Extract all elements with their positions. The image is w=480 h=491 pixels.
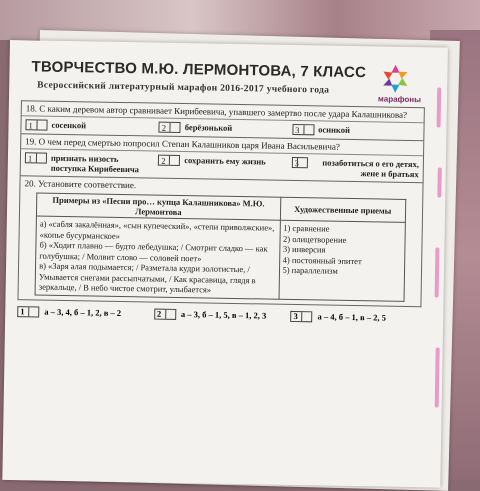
q18-option-2-box[interactable] <box>159 122 181 133</box>
option-number: 1 <box>27 152 33 163</box>
q20-answer-1[interactable] <box>17 306 148 319</box>
option-number: 3 <box>293 310 298 322</box>
examples-header: Примеры из «Песни про… купца Калашникова» М.Ю. Лермонтова <box>37 193 281 220</box>
q20-answer-3-label: а – 4, б – 1, в – 2, 5 <box>317 311 386 323</box>
device-2: 2) олицетворение <box>282 233 347 245</box>
question-20-text: 20. Установите соответствие. <box>24 178 137 191</box>
example-b: б) «Ходит плавно — будто лебедушка; / Смотрит сладко — как голубушка; / Молвит слово — соловей поет» <box>39 239 268 263</box>
device-1: 1) сравнение <box>283 222 330 234</box>
example-a: а) «сабля закалённая», «сын купеческий», «степи приволжские», «копье бусурманское» <box>39 218 275 241</box>
option-number: 3 <box>295 124 300 135</box>
device-3: 3) инверсия <box>282 243 326 255</box>
devices-header: Художественные приемы <box>280 197 406 222</box>
devices-cell <box>279 220 406 301</box>
option-number: 2 <box>161 122 167 133</box>
worksheet-content <box>17 48 426 324</box>
option-number: 1 <box>20 306 25 317</box>
worksheet <box>2 40 448 488</box>
option-number: 3 <box>294 157 299 168</box>
q20-answer-1-box[interactable] <box>17 306 39 317</box>
q19-option-2-label: сохранить ему жизнь <box>184 155 266 167</box>
q19-option-1-box[interactable] <box>25 152 47 163</box>
examples-cell <box>35 216 280 299</box>
q19-option-3-box[interactable] <box>291 157 307 168</box>
q19-option-3-label: позаботиться о его детях, жене и братьях <box>322 157 419 180</box>
question-18-text: 18. С каким деревом автор сравнивает Кирибеевича, упавшего замертво после удара Калашникова? <box>22 101 424 123</box>
option-number: 2 <box>156 308 162 319</box>
q20-answer-2-box[interactable] <box>154 308 176 319</box>
pink-mark <box>435 247 440 297</box>
option-number: 1 <box>28 119 33 130</box>
q18-option-1-label: сосенкой <box>51 119 87 131</box>
q18-option-3-box[interactable] <box>292 124 314 135</box>
question-19 <box>20 134 425 183</box>
logo-label: марафоны <box>377 94 422 105</box>
example-c: в) «Заря алая подымается; / Разметала кудри золотистые, / Умывается снегами рассыпчатыми, / Как красавица, глядя в зеркальце, / В небо чистое смотрит, улыбается» <box>38 260 256 295</box>
option-number: 2 <box>161 155 166 166</box>
q20-answer-3[interactable] <box>290 310 421 323</box>
q20-answer-1-label: а – 3, 4, б – 1, 2, в – 2 <box>44 306 122 318</box>
q18-option-3-label: осинкой <box>318 124 350 135</box>
q19-option-1-label: признать низость поступка Кирибеевича <box>50 152 140 175</box>
q20-answer-2-label: а – 3, б – 1, 5, в – 1, 2, 3 <box>180 309 267 321</box>
q19-option-3[interactable] <box>291 157 419 179</box>
q18-option-1-box[interactable] <box>25 119 47 130</box>
matching-table <box>35 192 407 301</box>
q18-option-1[interactable] <box>25 119 153 132</box>
pink-mark <box>437 167 442 197</box>
question-20-answers <box>17 306 421 324</box>
q20-answer-3-box[interactable] <box>290 310 312 321</box>
q19-option-1[interactable] <box>25 152 153 174</box>
device-4: 4) постоянный эпитет <box>282 254 362 266</box>
page-title: ТВОРЧЕСТВО М.Ю. ЛЕРМОНТОВА, 7 КЛАСС <box>31 58 367 82</box>
page-subtitle: Всероссийский литературный марафон 2016-2017 учебного года <box>37 80 330 96</box>
pink-mark <box>437 87 442 127</box>
q20-answer-2[interactable] <box>154 308 285 321</box>
device-5: 5) параллелизм <box>282 264 338 276</box>
q19-option-2-box[interactable] <box>158 155 180 166</box>
question-19-text: 19. О чем перед смертью попросил Степан Калашников царя Ивана Васильевича? <box>21 134 423 156</box>
pink-mark <box>435 347 440 407</box>
q18-option-3[interactable] <box>292 124 420 137</box>
question-20 <box>17 176 423 307</box>
q19-option-2[interactable] <box>158 155 286 168</box>
q18-option-2[interactable] <box>159 122 287 135</box>
q18-option-2-label: берёзонькой <box>184 122 233 133</box>
